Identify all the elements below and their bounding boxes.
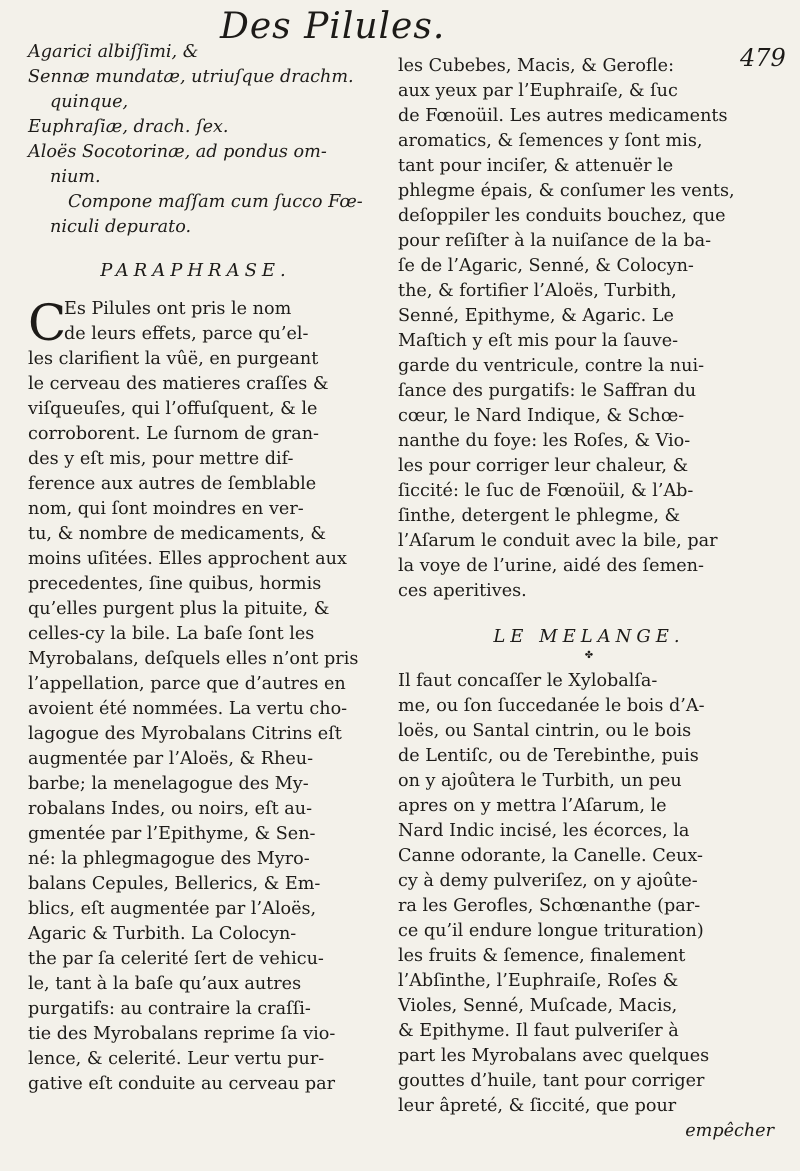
text-line: purgatifs: au contraire la craſſi-	[28, 999, 311, 1019]
text-line: de leurs effets, parce qu’el-	[64, 324, 309, 344]
text-line: ce qu’il endure longue trituration)	[398, 921, 704, 941]
text-line: barbe; la menelagogue des My-	[28, 774, 309, 794]
paraphrase-continuation	[398, 54, 780, 604]
page-number: 479	[740, 44, 786, 72]
text-line: robalans Indes, ou noirs, eſt au-	[28, 799, 313, 819]
text-line: pour reſiſter à la nuiſance de la ba-	[398, 231, 712, 251]
text-line: augmentée par l’Aloës, & Rheu-	[28, 749, 314, 769]
text-line: lagogue des Myrobalans Citrins eſt	[28, 724, 342, 744]
text-line: the, & fortifier l’Aloës, Turbith,	[398, 281, 677, 301]
recipe-line: Compone maſſam cum ſucco Fœ-	[68, 192, 363, 212]
text-line: le cerveau des matieres craſſes &	[28, 374, 329, 394]
text-line: Myrobalans, deſquels elles n’ont pris	[28, 649, 359, 669]
text-line: Senné, Epithyme, & Agaric. Le	[398, 306, 674, 326]
right-column	[398, 54, 780, 1144]
text-line: ces aperitives.	[398, 581, 527, 601]
text-line: avoient été nommées. La vertu cho-	[28, 699, 348, 719]
text-line: nom, qui ſont moindres en ver-	[28, 499, 304, 519]
text-line: les fruits & ſemence, finalement	[398, 946, 686, 966]
paraphrase-heading: PARAPHRASE.	[100, 260, 291, 281]
drop-cap-letter: C	[28, 294, 67, 352]
running-head: Des Pilules.	[220, 6, 446, 47]
text-line: Violes, Senné, Muſcade, Macis,	[398, 996, 678, 1016]
text-line: Il faut concaſſer le Xylobalſa-	[398, 671, 658, 691]
text-line: viſqueuſes, qui l’offuſquent, & le	[28, 399, 318, 419]
text-line: corroborent. Le ſurnom de gran-	[28, 424, 319, 444]
text-line: Es Pilules ont pris le nom	[64, 299, 292, 319]
recipe-line: nium.	[50, 167, 101, 187]
ornament-icon: ✤	[584, 650, 594, 661]
text-line: leur âpreté, & ſiccité, que pour	[398, 1096, 677, 1116]
text-line: tie des Myrobalans reprime ſa vio-	[28, 1024, 336, 1044]
paraphrase-body	[28, 347, 363, 1097]
text-line: l’appellation, parce que d’autres en	[28, 674, 346, 694]
text-line: cy à demy pulveriſez, on y ajoûte-	[398, 871, 698, 891]
text-line: cœur, le Nard Indique, & Schœ-	[398, 406, 685, 426]
text-line: né: la phlegmagogue des Myro-	[28, 849, 310, 869]
text-line: lence, & celerité. Leur vertu pur-	[28, 1049, 325, 1069]
text-line: ſinthe, detergent le phlegme, &	[398, 506, 681, 526]
text-line: Nard Indic incisé, les écorces, la	[398, 821, 690, 841]
text-line: les pour corriger leur chaleur, &	[398, 456, 689, 476]
melange-body	[398, 669, 780, 1119]
text-line: deſoppiler les conduits bouchez, que	[398, 206, 726, 226]
text-line: part les Myrobalans avec quelques	[398, 1046, 710, 1066]
text-line: balans Cepules, Bellerics, & Em-	[28, 874, 321, 894]
text-line: le, tant à la baſe qu’aux autres	[28, 974, 302, 994]
text-line: aux yeux par l’Euphraiſe, & ſuc	[398, 81, 678, 101]
recipe-line: Aloës Socotorinæ, ad pondus om-	[28, 142, 327, 162]
text-line: nanthe du foye: les Roſes, & Vio-	[398, 431, 691, 451]
text-line: les Cubebes, Macis, & Gerofle:	[398, 56, 675, 76]
recipe-line: niculi depurato.	[50, 217, 192, 237]
left-column	[28, 40, 363, 1097]
recipe-line: Agarici albiſſimi, &	[28, 42, 199, 62]
text-line: ſance des purgatifs: le Saffran du	[398, 381, 697, 401]
text-line: ſe de l’Agaric, Senné, & Colocyn-	[398, 256, 694, 276]
text-line: l’Abſinthe, l’Euphraiſe, Roſes &	[398, 971, 679, 991]
text-line: tant pour inciſer, & attenuër le	[398, 156, 674, 176]
text-line: ra les Gerofles, Schœnanthe (par-	[398, 896, 701, 916]
text-line: ſiccité: le ſuc de Fœnoüil, & l’Ab-	[398, 481, 694, 501]
text-line: precedentes, ſine quibus, hormis	[28, 574, 322, 594]
text-line: me, ou ſon ſuccedanée le bois d’A-	[398, 696, 705, 716]
text-line: garde du ventricule, contre la nui-	[398, 356, 705, 376]
text-line: Agaric & Turbith. La Colocyn-	[28, 924, 297, 944]
text-line: de Lentiſc, ou de Terebinthe, puis	[398, 746, 699, 766]
text-line: moins uſitées. Elles approchent aux	[28, 549, 347, 569]
text-line: l’Aſarum le conduit avec la bile, par	[398, 531, 718, 551]
text-line: ference aux autres de ſemblable	[28, 474, 317, 494]
melange-heading: LE MELANGE.	[493, 626, 685, 647]
text-line: la voye de l’urine, aidé des ſemen-	[398, 556, 704, 576]
text-line: de Fœnoüil. Les autres medicaments	[398, 106, 728, 126]
text-line: Maſtich y eſt mis pour la ſauve-	[398, 331, 679, 351]
text-line: apres on y mettra l’Aſarum, le	[398, 796, 667, 816]
text-line: & Epithyme. Il faut pulveriſer à	[398, 1021, 679, 1041]
drop-cap-paragraph	[28, 294, 363, 352]
text-line: gouttes d’huile, tant pour corriger	[398, 1071, 705, 1091]
text-line: aromatics, & ſemences y ſont mis,	[398, 131, 703, 151]
text-line: gative eſt conduite au cerveau par	[28, 1074, 336, 1094]
recipe-line: Euphraſiæ, drach. ſex.	[28, 117, 229, 137]
text-line: Canne odorante, la Canelle. Ceux-	[398, 846, 703, 866]
text-line: qu’elles purgent plus la pituite, &	[28, 599, 330, 619]
text-line: tu, & nombre de medicaments, &	[28, 524, 327, 544]
text-line: on y ajoûtera le Turbith, un peu	[398, 771, 682, 791]
recipe-line: quinque,	[50, 92, 129, 112]
text-line: des y eſt mis, pour mettre dif-	[28, 449, 294, 469]
recipe-line: Sennæ mundatæ, utriuſque drachm.	[28, 67, 354, 87]
text-line: blics, eſt augmentée par l’Aloës,	[28, 899, 317, 919]
text-line: loës, ou Santal cintrin, ou le bois	[398, 721, 692, 741]
text-line: phlegme épais, & conſumer les vents,	[398, 181, 735, 201]
text-line: les clarifient la vûë, en purgeant	[28, 349, 319, 369]
catchword: empêcher	[685, 1121, 774, 1141]
text-line: celles-cy la bile. La baſe ſont les	[28, 624, 315, 644]
text-line: gmentée par l’Epithyme, & Sen-	[28, 824, 316, 844]
text-line: the par ſa celerité ſert de vehicu-	[28, 949, 324, 969]
